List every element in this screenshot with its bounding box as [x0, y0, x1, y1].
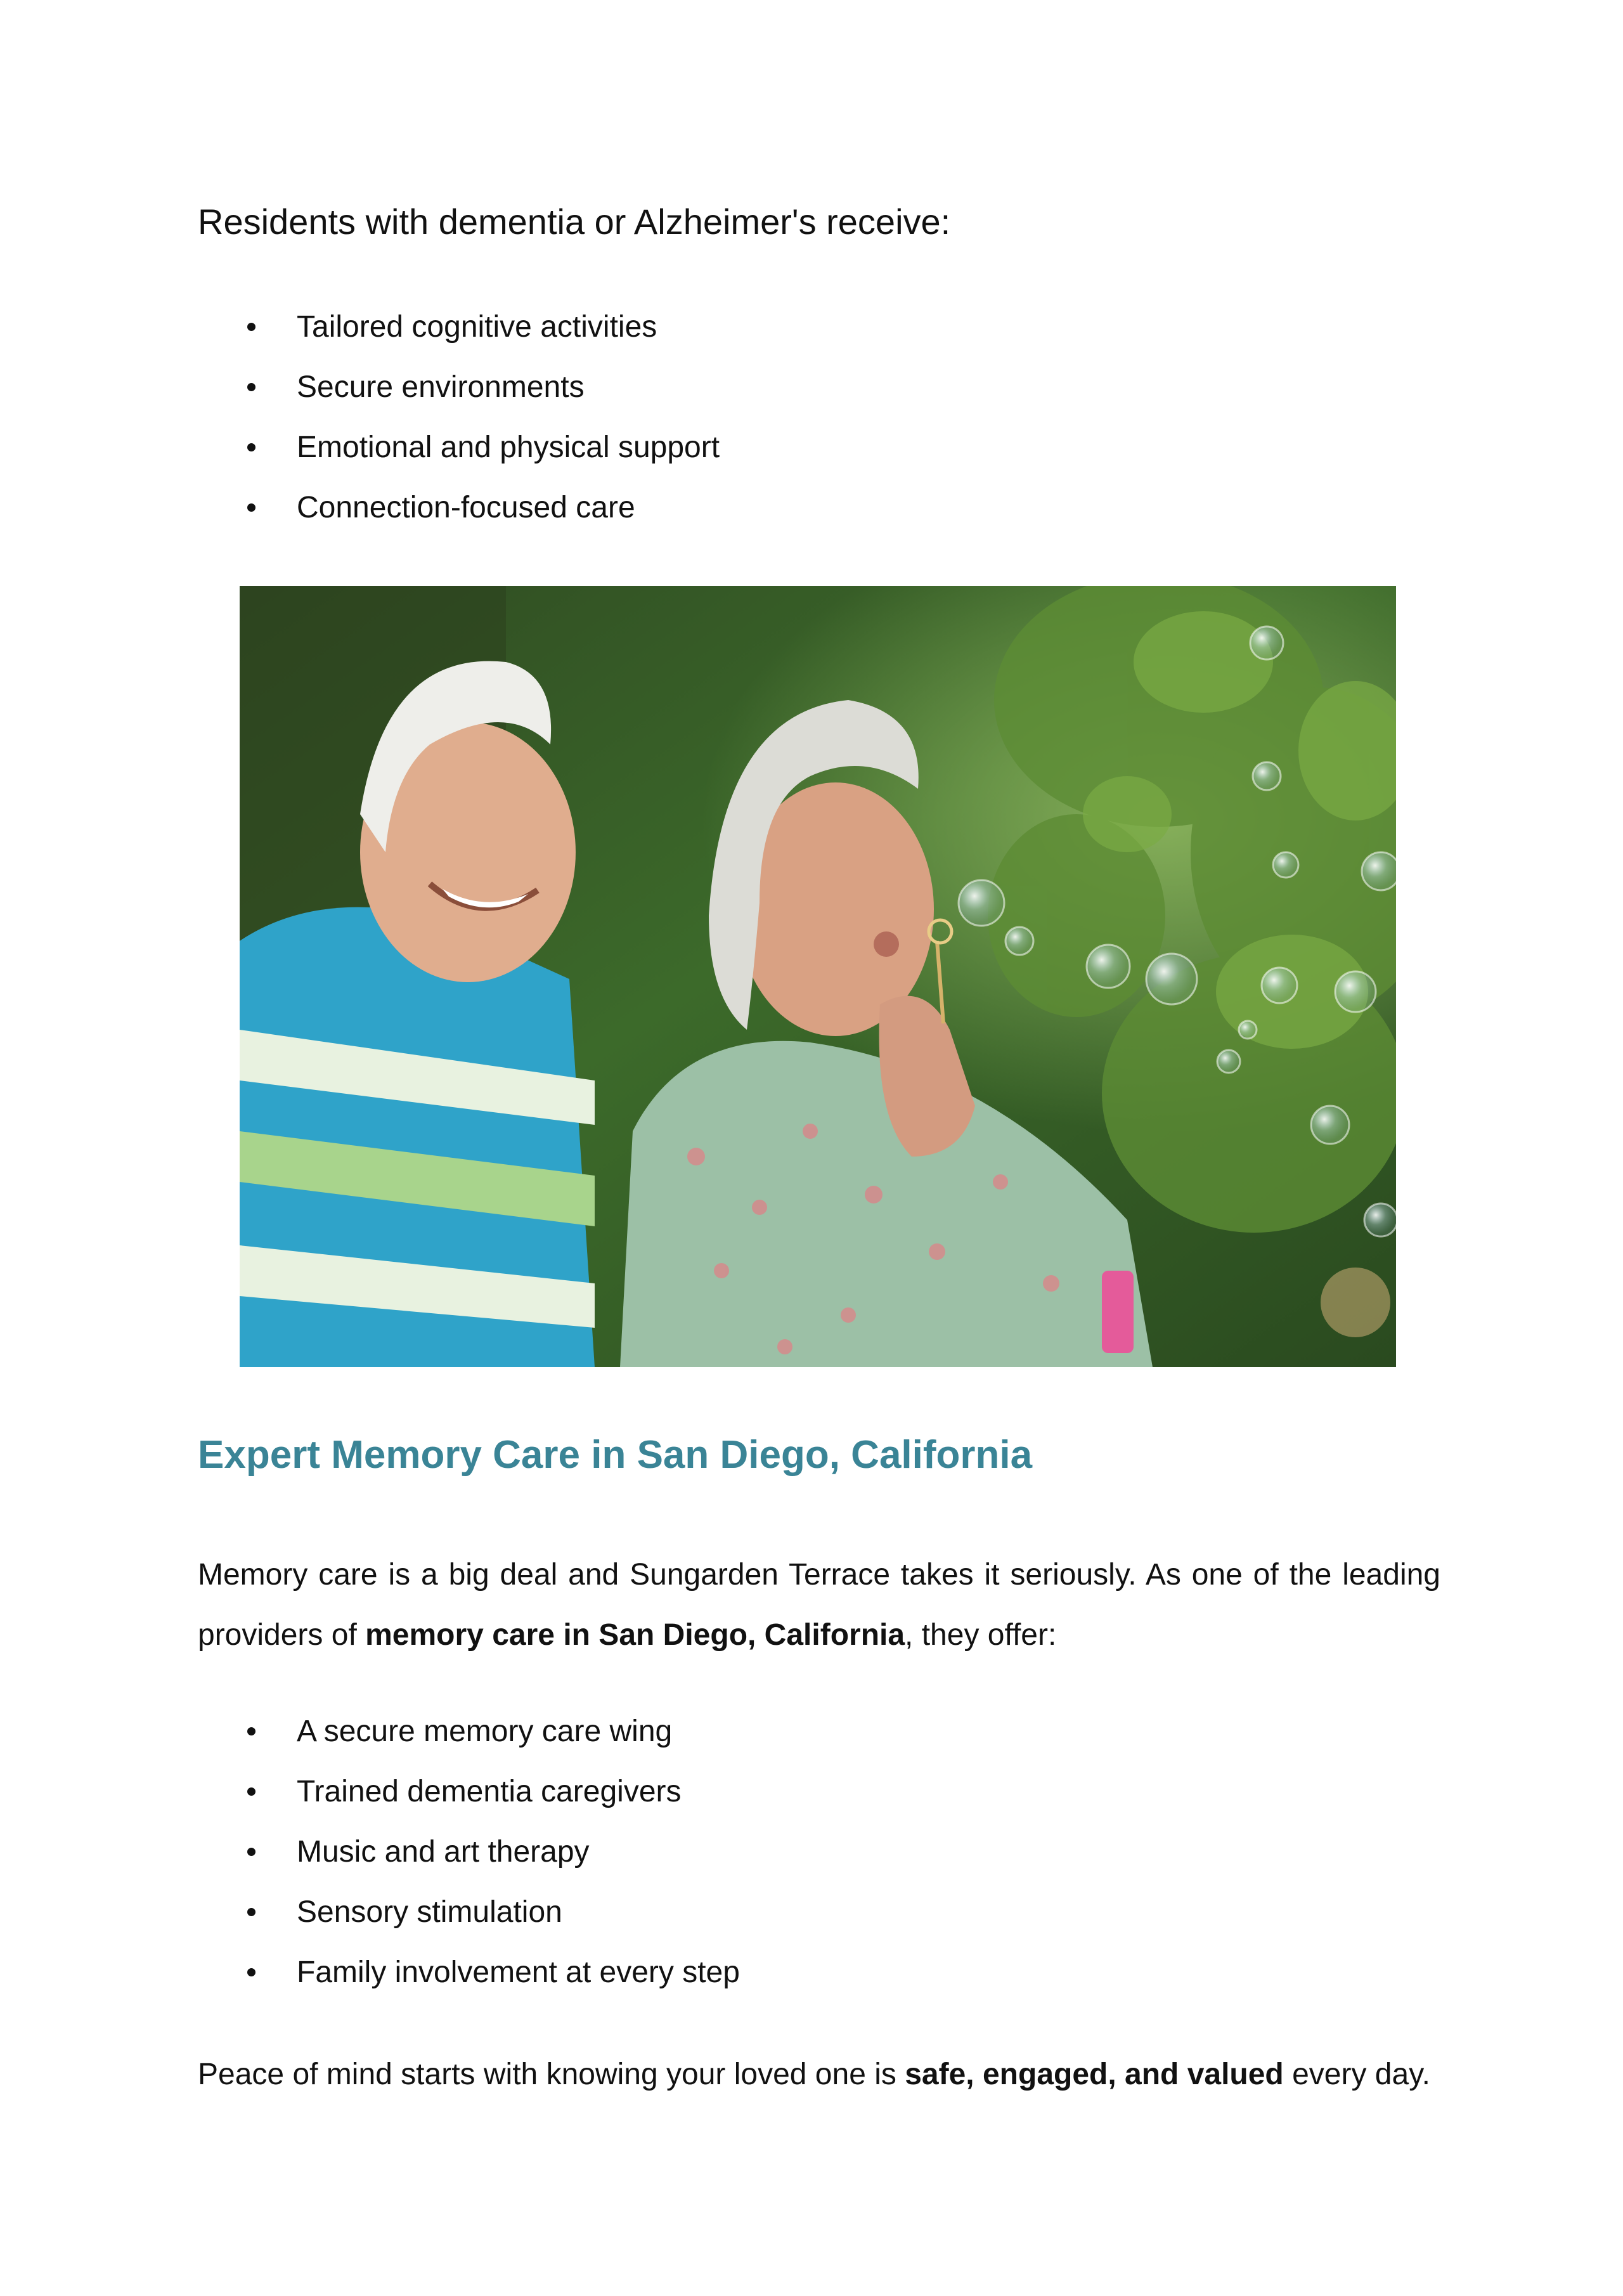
bullet-icon [247, 1727, 255, 1735]
bold-phrase: safe, engaged, and valued [905, 2058, 1284, 2091]
list-item: Music and art therapy [198, 1822, 740, 1882]
care-features-list [198, 297, 720, 538]
section-heading: Expert Memory Care in San Diego, California [198, 1433, 1033, 1477]
bold-phrase: memory care in San Diego, California [365, 1618, 905, 1652]
list-item: Trained dementia caregivers [198, 1761, 740, 1822]
list-item: Emotional and physical support [198, 417, 720, 477]
bullet-icon [247, 443, 255, 451]
photo-illustration [240, 586, 1396, 1367]
closing-paragraph: Peace of mind starts with knowing your loved one is safe, engaged, and valued every day. [198, 2058, 1430, 2091]
couple-bubbles-photo [240, 586, 1396, 1367]
list-item: Connection-focused care [198, 477, 720, 538]
bullet-icon [247, 1787, 255, 1796]
offerings-list [198, 1701, 740, 2002]
list-item: Family involvement at every step [198, 1942, 740, 2002]
list-item: Secure environments [198, 357, 720, 417]
bullet-icon [247, 1968, 255, 1976]
bullet-icon [247, 323, 255, 331]
bullet-icon [247, 383, 255, 391]
bullet-icon [247, 503, 255, 512]
bullet-icon [247, 1908, 255, 1916]
intro-text: Residents with dementia or Alzheimer's receive: [198, 202, 951, 242]
list-item: Sensory stimulation [198, 1882, 740, 1942]
memory-care-paragraph: Memory care is a big deal and Sungarden Terrace takes it seriously. As one of the leading providers of memory care in San Diego, California, they offer: [198, 1558, 1440, 1652]
list-item: Tailored cognitive activities [198, 297, 720, 357]
list-item: A secure memory care wing [198, 1701, 740, 1761]
bullet-icon [247, 1848, 255, 1856]
